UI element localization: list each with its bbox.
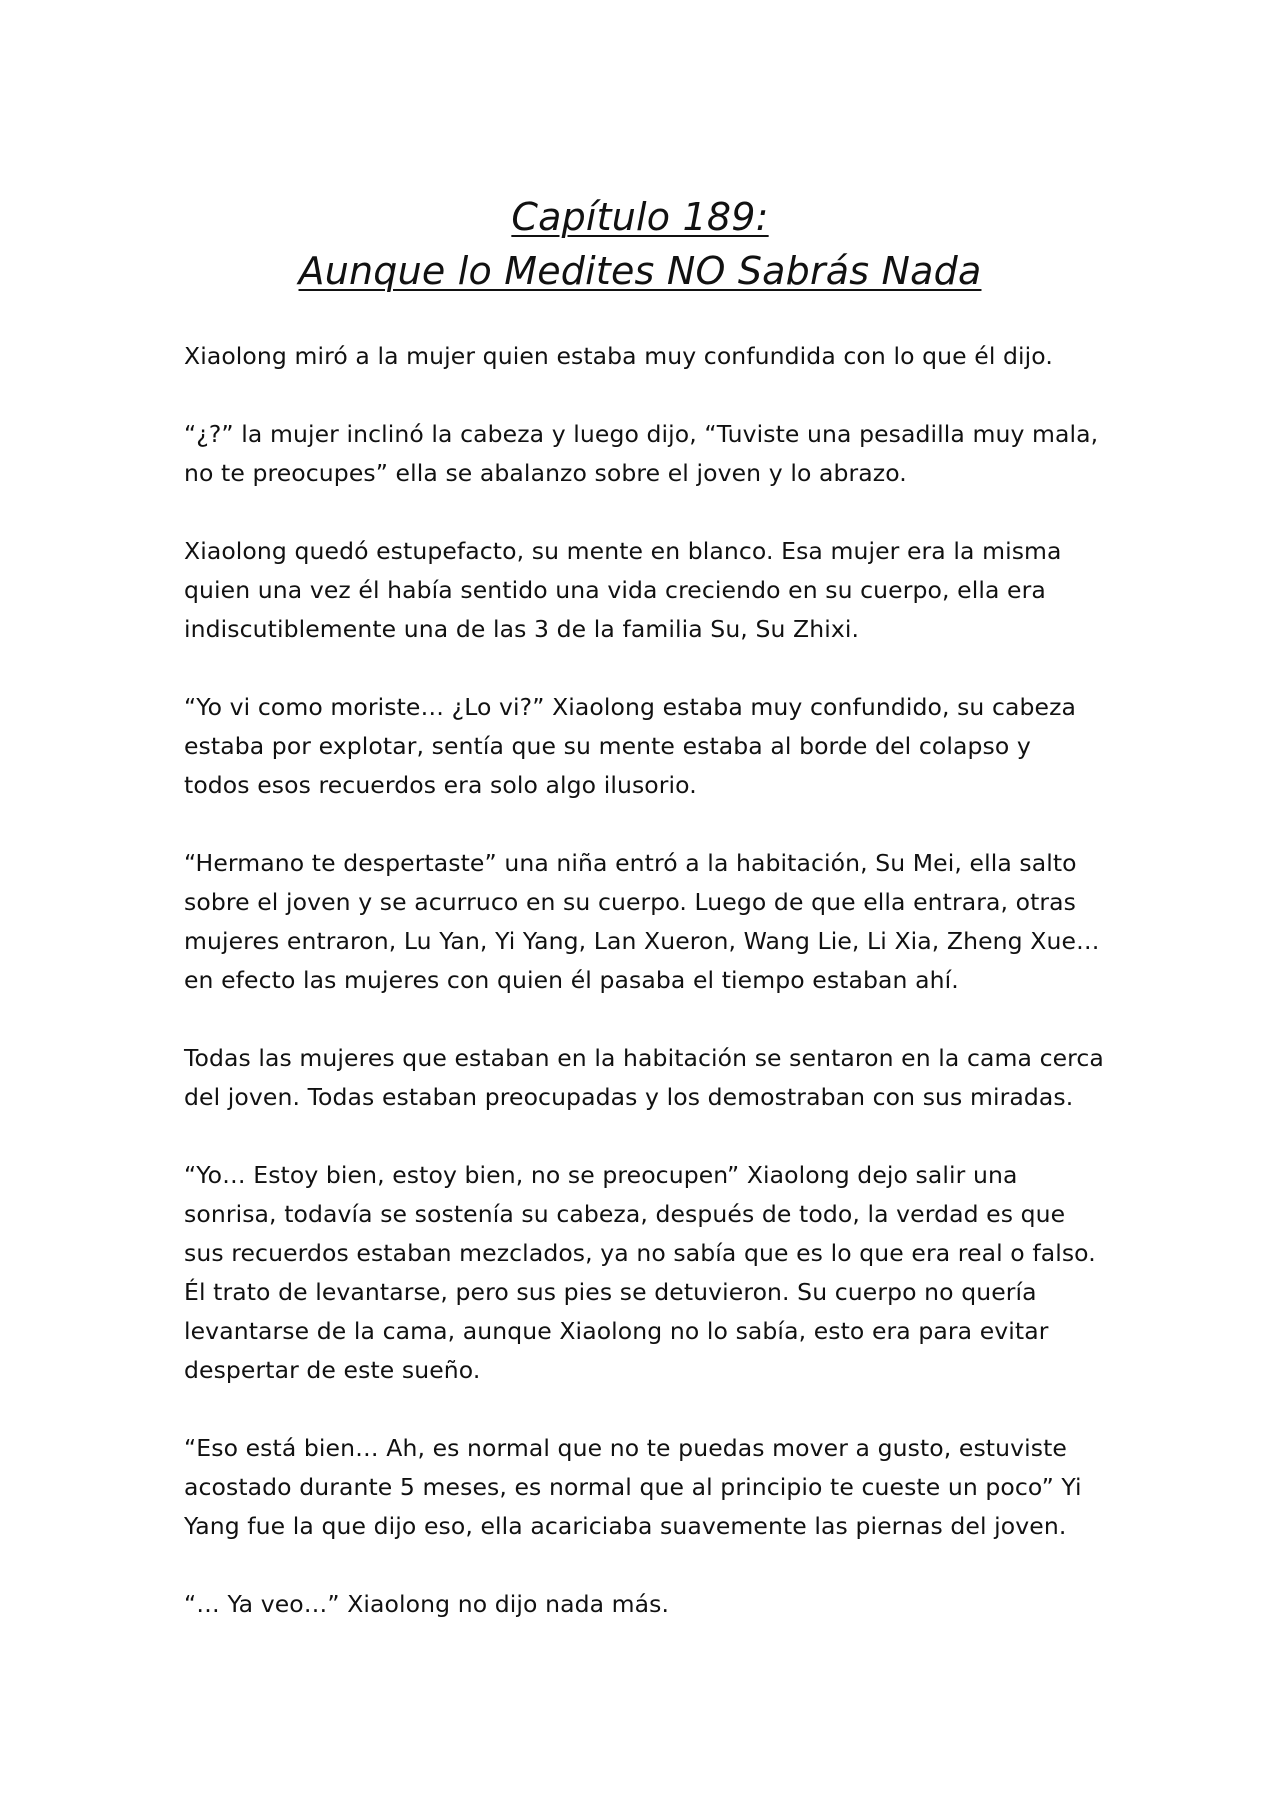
chapter-name-title: Aunque lo Medites NO Sabrás Nada [298,249,982,293]
paragraph: “¿?” la mujer inclinó la cabeza y luego dijo, “Tuviste una pesadilla muy mala, no te preocupes” ella se abalanzo sobre el joven y lo abrazo. [184,420,1099,487]
paragraph: “Yo vi como moriste… ¿Lo vi?” Xiaolong estaba muy confundido, su cabeza estaba por explotar, sentía que su mente estaba al borde del colapso y todos esos recuerdos era solo algo ilusorio. [184,693,1077,799]
paragraph: “… Ya veo…” Xiaolong no dijo nada más. [184,1590,670,1618]
paragraph: Xiaolong quedó estupefacto, su mente en blanco. Esa mujer era la misma quien una vez él había sentido una vida creciendo en su cuerpo, ella era indiscutiblemente una de las 3 de la familia Su, Su Zhixi. [184,537,1062,643]
chapter-title-block [0,190,1280,298]
paragraph: Todas las mujeres que estaban en la habitación se sentaron en la cama cerca del joven. Todas estaban preocupadas y los demostraban con sus miradas. [184,1044,1104,1111]
chapter-body [184,337,1104,1663]
chapter-number-title: Capítulo 189: [511,195,769,239]
paragraph: Xiaolong miró a la mujer quien estaba muy confundida con lo que él dijo. [184,342,1053,370]
paragraph: “Yo… Estoy bien, estoy bien, no se preocupen” Xiaolong dejo salir una sonrisa, todavía se sostenía su cabeza, después de todo, la verdad es que sus recuerdos estaban mezclados, ya no sabía que es lo que era real o falso. Él trato de levantarse, pero sus pies se detuvieron. Su cuerpo no quería levantarse de la cama, aunque Xiaolong no lo sabía, esto era para evitar despertar de este sueño. [184,1161,1096,1384]
paragraph: “Eso está bien… Ah, es normal que no te puedas mover a gusto, estuviste acostado durante 5 meses, es normal que al principio te cueste un poco” Yi Yang fue la que dijo eso, ella acariciaba suavemente las piernas del joven. [184,1434,1082,1540]
paragraph: “Hermano te despertaste” una niña entró a la habitación, Su Mei, ella salto sobre el joven y se acurruco en su cuerpo. Luego de que ella entrara, otras mujeres entraron, Lu Yan, Yi Yang, Lan Xueron, Wang Lie, Li Xia, Zheng Xue… en efecto las mujeres con quien él pasaba el tiempo estaban ahí. [184,849,1100,994]
